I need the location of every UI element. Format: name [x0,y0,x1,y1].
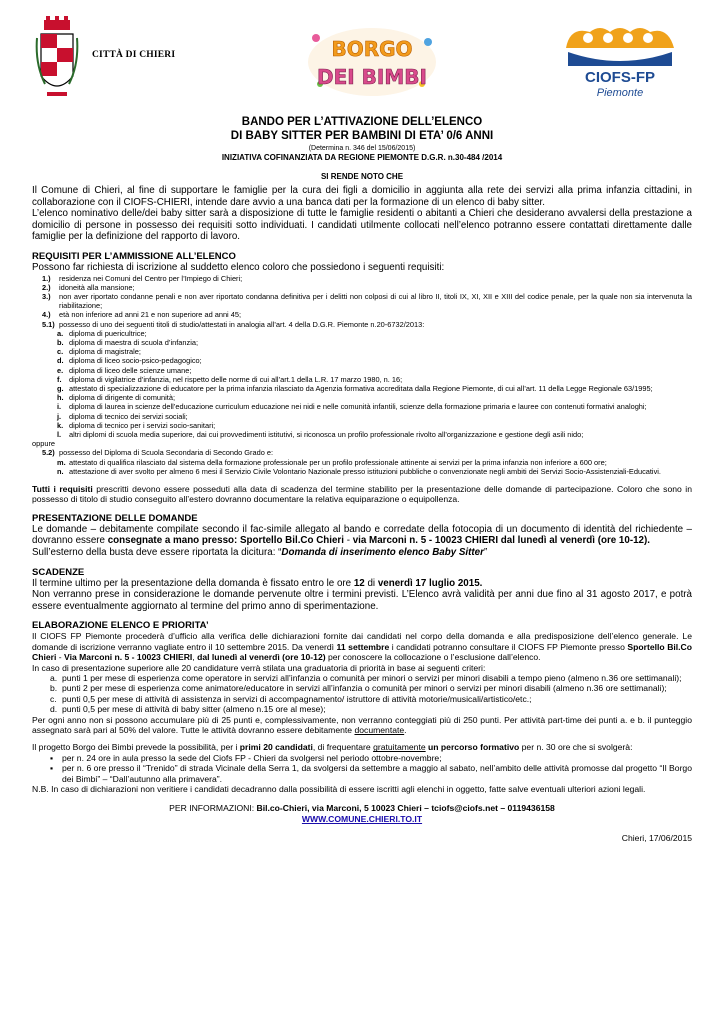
scadenze-heading: SCADENZE [32,566,85,578]
svg-text:DEI BIMBI: DEI BIMBI [317,65,427,89]
list-item: e. diploma di liceo delle scienze umane; [57,365,192,375]
list-item: j. diploma di tecnico dei servizi sociali; [57,411,188,421]
header [0,0,724,110]
main-content [32,168,692,843]
requisiti-note: Tutti i requisiti prescritti devono essere posseduti alla data di scadenza del termine stabilito per la presentazione delle domande di partecipazione. Coloro che sono in possesso di titolo di studio conseguito all’estero dovranno documentare la relativa equiparazione o equipollenza. [32,484,692,505]
busta-paragraph: Sull’esterno della busta deve essere riportata la dicitura: “Domanda di inserimento elenco Baby Sitter” [32,547,488,559]
title-line-1: BANDO PER L’ATTIVAZIONE DELL’ELENCO [241,116,483,128]
rende-noto-heading: SI RENDE NOTO CHE [320,172,404,181]
svg-text:Piemonte: Piemonte [596,87,644,99]
scadenze-paragraph-1: Il termine ultimo per la presentazione della domanda è fissato entro le ore 12 di venerdì 17 luglio 2015. [32,577,483,589]
website-link[interactable]: WWW.COMUNE.CHIERI.TO.IT [301,813,423,824]
list-item: n. attestazione di aver svolto per almeno 6 mesi il Servizio Civile Volontario Nazionale presso istituzioni pubbliche o convenzionate negli ambiti dei Servizi Socio-Assistenziali-Educativi. [57,466,661,476]
elaborazione-paragraph-4: Il progetto Borgo dei Bimbi prevede la possibilità, per i primi 20 candidati, di frequentare gratuitamente un percorso formativo per n. 30 ore che si svolgerà: [32,742,633,753]
elaborazione-heading: ELABORAZIONE ELENCO E PRIORITA’ [32,620,209,632]
bullet-icon: ▪ [50,763,54,774]
elaborazione-paragraph-3: Per ogni anno non si possono accumulare più di 25 punti e, complessivamente, non verranno conteggiati più di 250 punti. Per attività part-time dei punti a. e b. il punteggio assegnato sarà pari al 50% del valore. Tutte le attività dovranno essere debitamente documentate. [32,714,692,736]
requisiti-heading: REQUISITI PER L’AMMISSIONE ALL’ELENCO [32,250,236,262]
requisiti-list [32,274,692,329]
list-item: d. punti 0,5 per mese di attività di baby sitter (almeno n.15 ore al mese); [50,704,326,715]
bullet-icon: ▪ [50,752,54,763]
list-item: f. diploma di vigilatrice d’infanzia, nel rispetto delle norme di cui all’art.1 della L.R. 17 marzo 1980, n. 16; [57,374,403,384]
titoli-52-list [32,458,692,476]
svg-text:BORGO: BORGO [331,37,413,61]
intro-paragraph-2: L’elenco nominativo delle/dei baby sitter sarà a disposizione di tutte le famiglie residenti o abitanti a Chieri che desiderano avvalersi della prestazione a domicilio di persone in possesso dei requisiti sotto individuati. I candidati utilmente collocati nell’elenco potranno essere contattati direttamente dalle famiglie per la definizione del rapporto di lavoro. [32,208,692,243]
title-line-2: DI BABY SITTER PER BAMBINI DI ETA’ 0/6 ANNI [230,130,494,142]
list-item: 5.2) possesso del Diploma di Scuola Secondaria di Secondo Grado e: [42,448,274,458]
list-item: g. attestato di specializzazione di educatore per la prima infanzia rilasciato da Agenzia formativa accreditata dalla Regione Piemonte, di cui all’art. 11 della Legge Regionale 63/1995; [57,384,653,393]
list-item: d. diploma di liceo socio-psico-pedagogico; [57,356,202,366]
presentazione-paragraph: Le domande – debitamente compilate secondo il fac-simile allegato al bando e corredate della fotocopia di un documento di identità del richiedente – dovranno essere consegnate a mano presso: Sportello Bil.Co Chieri - via Marconi n. 5 - 10023 CHIERI dal lunedì al venerdì (ore 10-12). [32,523,692,547]
list-item: 2.) idoneità alla mansione; [42,282,135,292]
criteri-list [32,673,692,715]
list-item: a. diploma di puericultrice; [57,328,147,338]
list-item: m. attestato di qualifica rilasciato dal sistema della formazione professionale per un profilo professionale attinente ai servizi per la prima infanzia non inferiore a 600 ore; [57,457,607,467]
list-item: 5.1) possesso di uno dei seguenti titoli di studio/attestati in analogia all’art. 4 della D.G.R. Piemonte n.20-6732/2013: [42,319,425,329]
list-item: ▪ per n. 6 ore presso il “Trenido” di strada Vicinale della Serra 1, da svolgersi da settembre a maggio al sabato, nell’ambito delle attività promosse dal progetto “Il Borgo dei Bimbi” – “Dall’autunno alla primavera”. [50,763,692,784]
list-item: h. diploma di dirigente di comunità; [57,393,175,403]
percorso-bullets [32,753,692,784]
ciofs-fp-logo-icon [560,22,680,100]
cofinanziata-line: INIZIATIVA COFINANZIATA DA REGIONE PIEMONTE D.G.R. n.30-484 /2014 [221,153,503,162]
svg-text:CIOFS-FP: CIOFS-FP [585,69,655,86]
list-item: c. diploma di magistrale; [57,347,141,357]
list-item: l. altri diplomi di scuola media superiore, dai cui provvedimenti istitutivi, si riconosca un profilo professionale rivolto all’organizzazione e gestione degli asili nido; [57,430,584,440]
determina-ref: (Determina n. 346 del 15/06/2015) [308,145,416,152]
intro-paragraph-1: Il Comune di Chieri, al fine di supportare le famiglie per la cura dei figli a domicilio in aggiunta alla rete dei servizi alla prima infanzia cittadini, in collaborazione con il CIOFS-CHIERI, intende dare avvio a una banca dati per la formazione di un elenco di baby sitter. [32,185,692,208]
list-item: b. diploma di maestra di scuola d’infanzia; [57,337,198,347]
requisiti-lead: Possono far richiesta di iscrizione al suddetto elenco coloro che possiedono i seguenti requisiti: [32,261,445,273]
list-item: 4.) età non inferiore ad anni 21 e non superiore ad anni 45; [42,310,242,320]
oppure-label: oppure [32,439,56,449]
list-item: b. punti 2 per mese di esperienza come animatore/educatore in servizi all’infanzia o comunità per minori o servizi per minori disabili (almeno n.36 ore settimanali); [50,683,667,694]
city-name: CITTÀ DI CHIERI [92,50,176,60]
list-item: a. punti 1 per mese di esperienza come operatore in servizi all’infanzia o comunità per minori o servizi per minori disabili a tempo pieno (almeno n.36 ore settimanali); [50,673,682,684]
elaborazione-paragraph-2: In caso di presentazione superiore alle 20 candidature verrà stilata una graduatoria di priorità in base ai seguenti criteri: [32,662,486,673]
elaborazione-paragraph-1: Il CIOFS FP Piemonte procederà d’ufficio alla verifica delle dichiarazioni fornite dai candidati nel corpo della domanda e alla predisposizione dell’elenco generale. Le domande di iscrizione verranno vagliate entro il 10 settembre 2015. Da venerdì 11 settembre i candidati potranno consultare il CIOFS FP Piemonte presso Sportello Bil.Co Chieri - Via Marconi n. 5 - 10023 CHIERI, dal lunedì al venerdì (ore 10-12) per conoscere la collocazione o l’esclusione dall’elenco. [32,631,693,663]
list-item: i. diploma di laurea in scienze dell’educazione curriculum educazione nei nidi e nelle comunità infantili, scienze della formazione primaria e lauree con contenuti formativi analoghi; [57,402,647,412]
list-item: c. punti 0,5 per mese di attività di assistenza in servizi di accompagnamento/ istruttore di attività motorie/musicali/artistico/etc.; [50,693,532,704]
requisito-52 [32,448,692,457]
presentazione-heading: PRESENTAZIONE DELLE DOMANDE [32,512,198,524]
title-block [0,115,724,163]
list-item: ▪ per n. 24 ore in aula presso la sede del Ciofs FP - Chieri da svolgersi nel periodo ottobre-novembre; [50,752,442,763]
nb-paragraph: N.B. In caso di dichiarazioni non veritiere i candidati decadranno dalla possibilità di essere iscritti agli elenchi in oggetto, fatte salve eventuali ulteriori azioni legali. [32,784,646,795]
scadenze-paragraph-2: Non verranno prese in considerazione le domande pervenute oltre i termini previsti. L’Elenco avrà validità per anni due fino al 31 agosto 2017, e potrà essere eventualmente aggiornato al termine del primo anno di sperimentazione. [32,589,692,612]
titoli-list [32,329,692,439]
list-item: 1.) residenza nei Comuni del Centro per l’Impiego di Chieri; [42,273,243,283]
list-item: 3.) non aver riportato condanne penali e non aver riportato condanna definitiva per i delitti non colposi di cui al libro II, titoli IX, XI, XII e XIII del codice penale, per la quale non sia intervenuta la riabilitazione; [42,291,692,311]
list-item: k. diploma di tecnico per i servizi socio-sanitari; [57,420,216,430]
chieri-crest-icon [35,14,79,102]
info-footer: PER INFORMAZIONI: Bil.co-Chieri, via Marconi, 5 10023 Chieri – tciofs@ciofs.net – 0119436158 WWW.COMUNE.CHIERI.TO.IT [169,802,555,824]
document-date: Chieri, 17/06/2015 [621,832,692,843]
borgo-dei-bimbi-logo-icon [302,22,440,98]
